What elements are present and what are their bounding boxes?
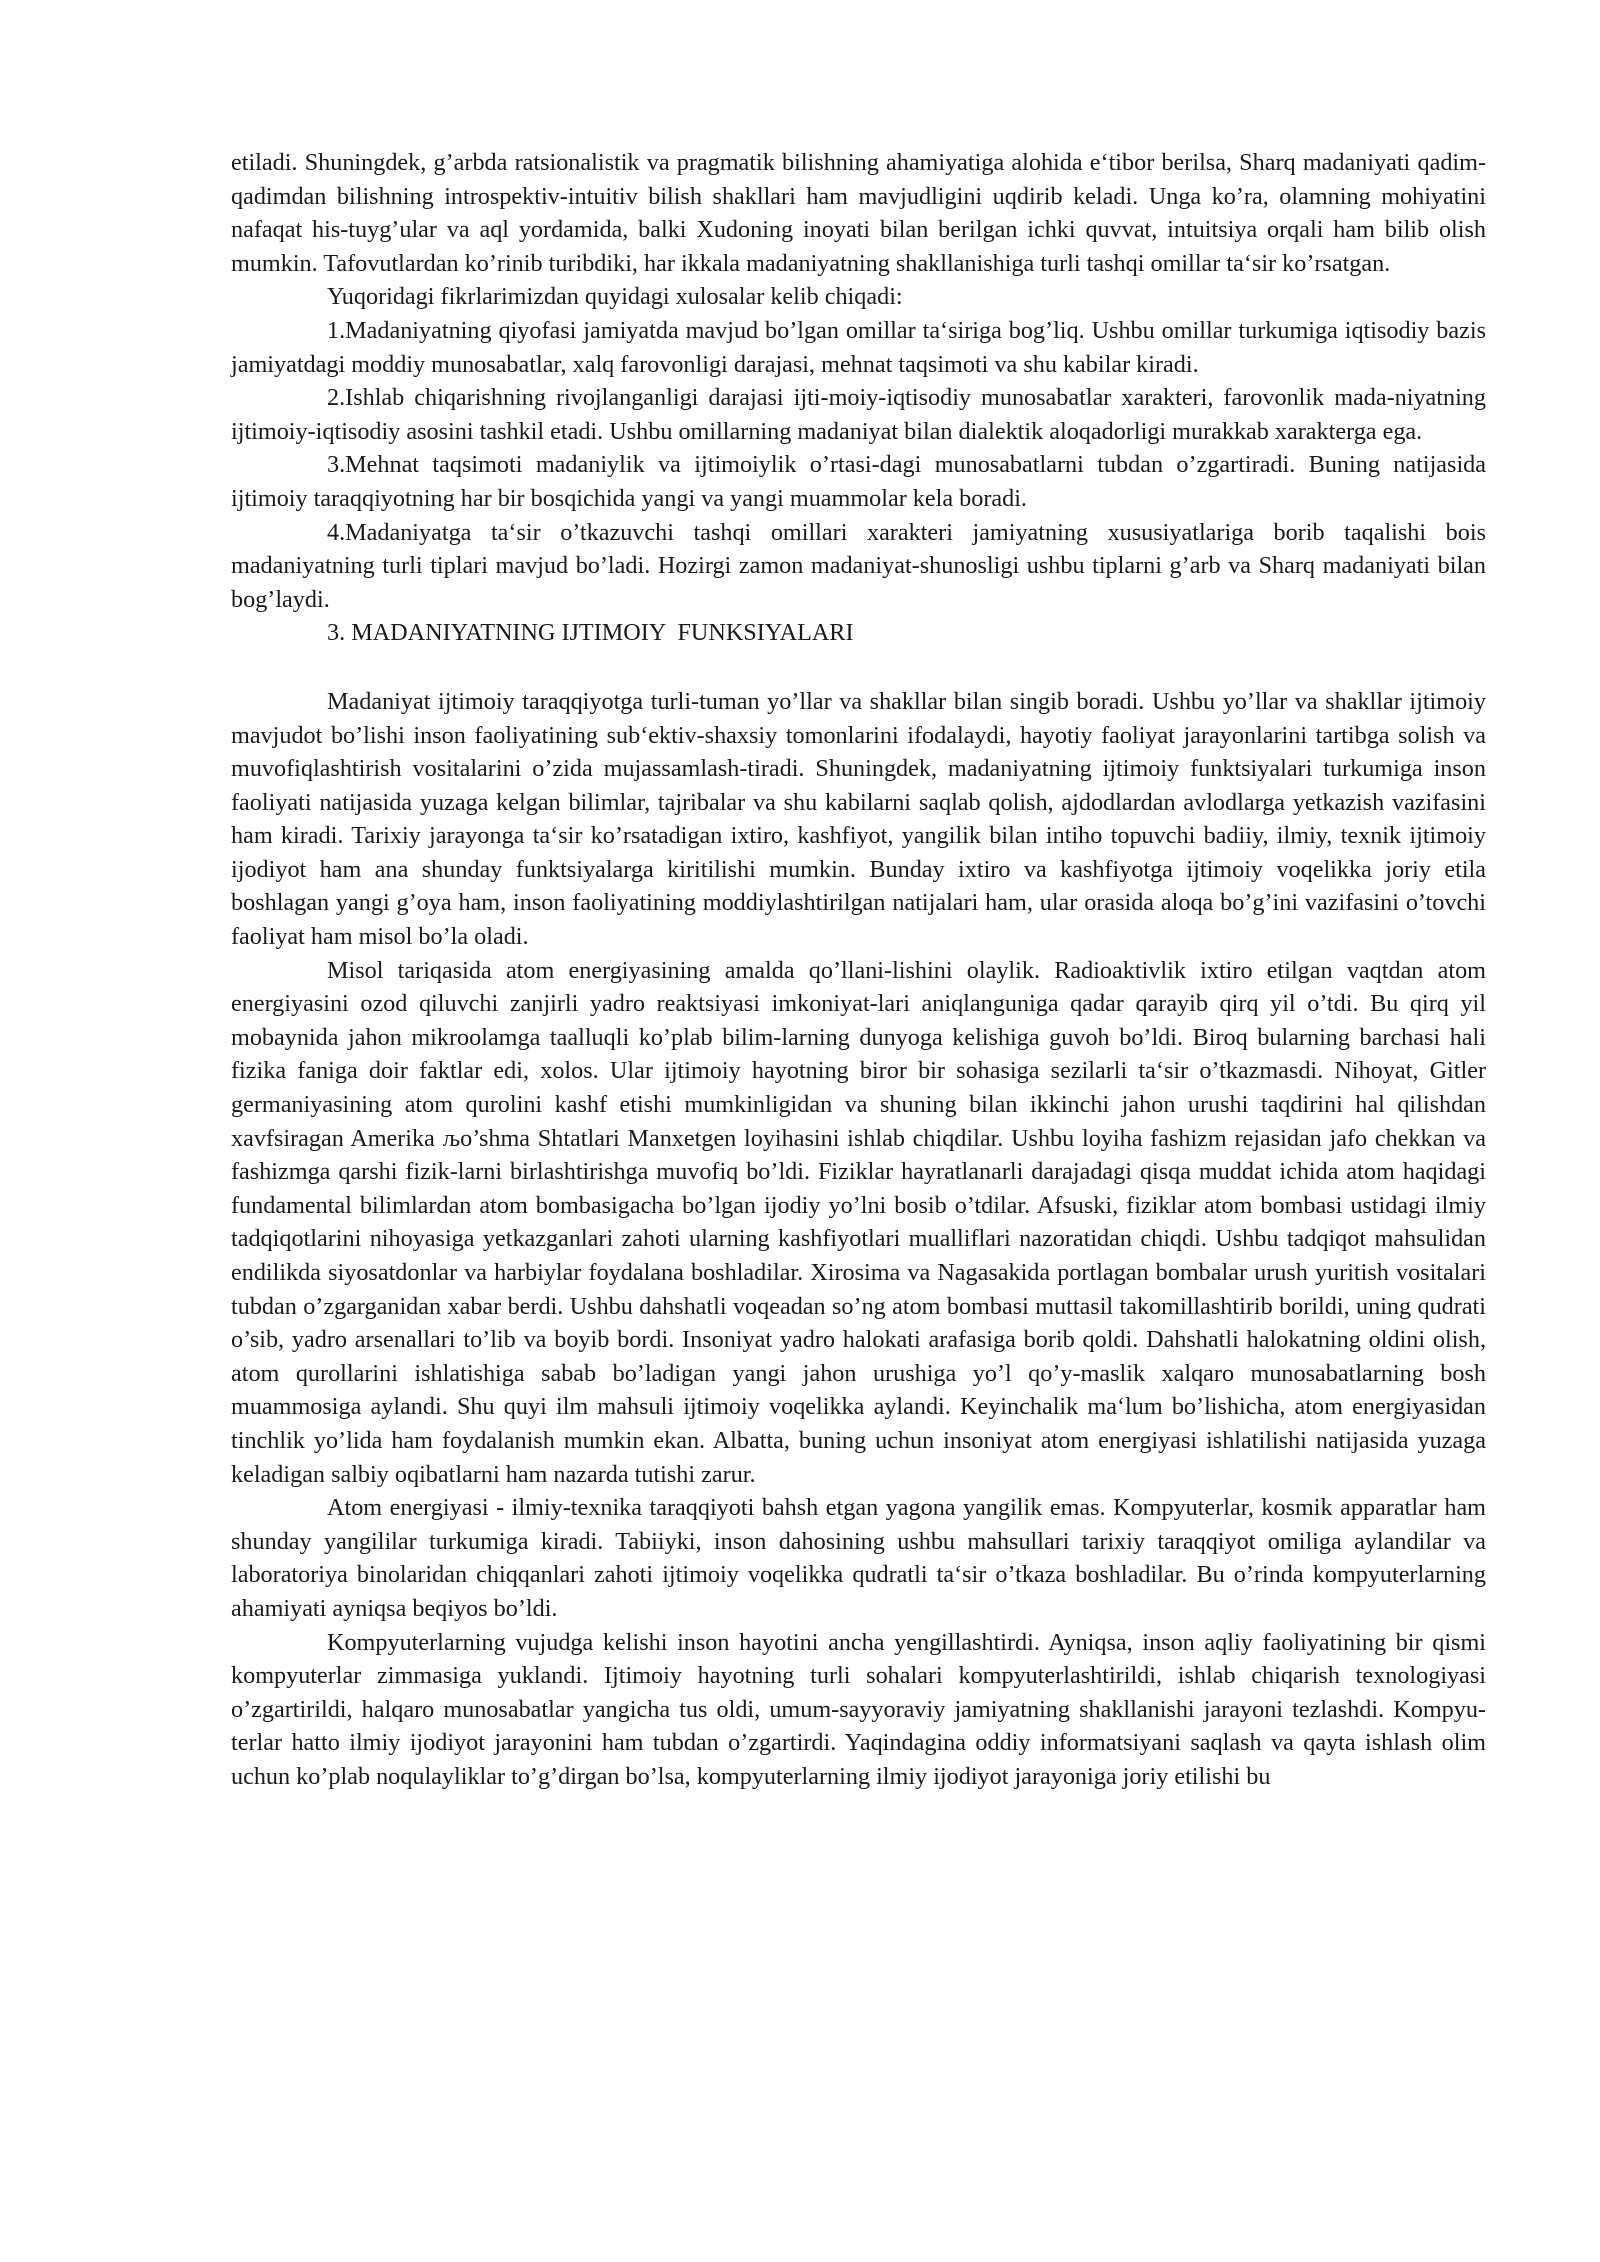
section-heading: 3. MADANIYATNING IJTIMOIY FUNKSIYALARI — [327, 619, 854, 647]
paragraph-body-1: Madaniyat ijtimoiy taraqqiyotga turli-tuman yo’llar va shakllar bilan singib boradi. Ushbu yo’llar va shakllar ijtimoiy mavjudot bo’lishi inson faoliyatining sub‘ektiv-shaxsiy tomonlarini ifodalaydi, hayotiy faoliyat jarayonlarini tartibga solish va muvofiqlashtirish vositalarini o’zida mujassamlash-tiradi. Shuningdek, madaniyatning ijtimoiy funktsiyalari turkumiga inson faoliyati natijasida yuzaga kelgan bilimlar, tajribalar va shu kabilarni saqlab qolish, ajdodlardan avlodlarga yetkazish vazifasini ham kiradi. Tarixiy jarayonga ta‘sir ko’rsatadigan ixtiro, kashfiyot, yangilik bilan intiho topuvchi badiiy, ilmiy, texnik ijtimoiy ijodiyot ham ana shunday funktsiyalarga kiritilishi mumkin. Bunday ixtiro va kashfiyotga ijtimoiy voqelikka joriy etila boshlagan yangi g’oya ham, inson faoliyatining moddiylashtirilgan natijalari ham, ular orasida aloqa bo’g’ini vazifasini o’tovchi faoliyat ham misol bo’la oladi. — [231, 687, 1486, 951]
paragraph-conclusions-intro: Yuqoridagi fikrlarimizdan quyidagi xulosalar kelib chiqadi: — [327, 283, 903, 311]
list-item-3: 3.Mehnat taqsimoti madaniylik va ijtimoiylik o’rtasi-dagi munosabatlarni tubdan o’zgartiradi. Buning natijasida ijtimoiy taraqqiyotning har bir bosqichida yangi va yangi muammolar kela boradi. — [231, 451, 1486, 512]
list-item-1: 1.Madaniyatning qiyofasi jamiyatda mavjud bo’lgan omillar ta‘siriga bog’liq. Ushbu omillar turkumiga iqtisodiy bazis jamiyatdagi moddiy munosabatlar, xalq farovonligi darajasi, mehnat taqsimoti va shu kabilar kiradi. — [231, 316, 1486, 378]
paragraph-body-4: Kompyuterlarning vujudga kelishi inson hayotini ancha yengillashtirdi. Ayniqsa, inson aqliy faoliyatining bir qismi kompyuterlar zimmasiga yuklandi. Ijtimoiy hayotning turli sohalari kompyuterlashtirildi, ishlab chiqarish texnologiyasi o’zgartirildi, halqaro munosabatlar yangicha tus oldi, umum-sayyoraviy jamiyatning shakllanishi jarayoni tezlashdi. Kompyu-terlar hatto ilmiy ijodiyot jarayonini ham tubdan o’zgartirdi. Yaqindagina oddiy informatsiyani saqlash va qayta ishlash olim uchun ko’plab noqulayliklar to’g’dirgan bo’lsa, kompyuterlarning ilmiy ijodiyot jarayoniga joriy etilishi bu — [231, 1628, 1486, 1790]
paragraph-body-2: Misol tariqasida atom energiyasining amalda qo’llani-lishini olaylik. Radioaktivlik ixtiro etilgan vaqtdan atom energiyasini ozod qiluvchi zanjirli yadro reaktsiyasi imkoniyat-lari aniqlanguniga qadar qarayib qirq yil o’tdi. Bu qirq yil mobaynida jahon mikroolamga taalluqli ko’plab bilim-larning dunyoga kelishiga guvoh bo’ldi. Biroq bularning barchasi hali fizika faniga doir faktlar edi, xolos. Ular ijtimoiy hayotning biror bir sohasiga sezilarli ta‘sir o’tkazmasdi. Nihoyat, Gitler germaniyasining atom qurolini kashf etishi mumkinligidan va shuning bilan ikkinchi jahon urushi taqdirini hal qilishdan xavfsiragan Amerika љo’shma Shtatlari Manxetgen loyihasini ishlab chiqdilar. Ushbu loyiha fashizm rejasidan jafo chekkan va fashizmga qarshi fizik-larni birlashtirishga muvofiq bo’ldi. Fiziklar hayratlanarli darajadagi qisqa muddat ichida atom haqidagi fundamental bilimlardan atom bombasigacha bo’lgan ijodiy yo’lni bosib o’tdilar. Afsuski, fiziklar atom bombasi ustidagi ilmiy tadqiqotlarini nihoyasiga yetkazganlari zahoti ularning kashfiyotlari mualliflari nazoratidan chiqdi. Ushbu tadqiqot mahsulidan endilikda siyosatdonlar va harbiylar foydalana boshladilar. Xirosima va Nagasakida portlagan bombalar urush yuritish vositalari tubdan o’zgarganidan xabar berdi. Ushbu dahshatli voqeadan so’ng atom bombasi muttasil takomillashtirib borildi, uning qudrati o’sib, yadro arsenallari to’lib va boyib bordi. Insoniyat yadro halokati arafasiga borib qoldi. Dahshatli halokatning oldini olish, atom qurollarini ishlatishiga sabab bo’ladigan yangi jahon urushiga yo’l qo’y-maslik xalqaro munosabatlarning bosh muammosiga aylandi. Shu quyi ilm mahsuli ijtimoiy voqelikka aylandi. Keyinchalik ma‘lum bo’lishicha, atom energiyasidan tinchlik yo’lida ham foydalanish mumkin ekan. Albatta, buning uchun insoniyat atom energiyasi ishlatilishi natijasida yuzaga keladigan salbiy oqibatlarni ham nazarda tutishi zarur. — [231, 956, 1486, 1488]
paragraph-continuation: etiladi. Shuningdek, g’arbda ratsionalistik va pragmatik bilishning ahamiyatiga alohida e‘tibor berilsa, Sharq madaniyati qadim-qadimdan bilishning introspektiv-intuitiv bilish shakllari ham mavjudligini uqdirib keladi. Unga ko’ra, olamning mohiyatini nafaqat his-tuyg’ular va aql yordamida, balki Xudoning inoyati bilan berilgan ichki quvvat, intuitsiya orqali ham bilib olish mumkin. Tafovutlardan ko’rinib turibdiki, har ikkala madaniyatning shakllanishiga turli tashqi omillar ta‘sir ko’rsatgan. — [231, 149, 1486, 277]
paragraph-body-3: Atom energiyasi - ilmiy-texnika taraqqiyoti bahsh etgan yagona yangilik emas. Kompyuterlar, kosmik apparatlar ham shunday yangililar turkumiga kiradi. Tabiiyki, inson dahosining ushbu mahsullari tarixiy taraqqiyot omiliga aylandilar va laboratoriya binolaridan chiqqanlari zahoti ijtimoiy voqelikka qudratli ta‘sir o’tkaza boshladilar. Bu o’rinda kompyuterlarning ahamiyati ayniqsa beqiyos bo’ldi. — [231, 1494, 1486, 1622]
document-page — [231, 146, 1486, 1794]
list-item-4: 4.Madaniyatga ta‘sir o’tkazuvchi tashqi omillari xarakteri jamiyatning xususiyatlariga borib taqalishi bois madaniyatning turli tiplari mavjud bo’ladi. Hozirgi zamon madaniyat-shunosligi ushbu tiplarni g’arb va Sharq madaniyati bilan bog’laydi. — [231, 518, 1486, 613]
list-item-2: 2.Ishlab chiqarishning rivojlanganligi darajasi ijti-moiy-iqtisodiy munosabatlar xarakteri, farovonlik mada-niyatning ijtimoiy-iqtisodiy asosini tashkil etadi. Ushbu omillarning madaniyat bilan dialektik aloqadorligi murakkab xarakterga ega. — [231, 384, 1486, 445]
section-spacer — [231, 650, 1486, 685]
